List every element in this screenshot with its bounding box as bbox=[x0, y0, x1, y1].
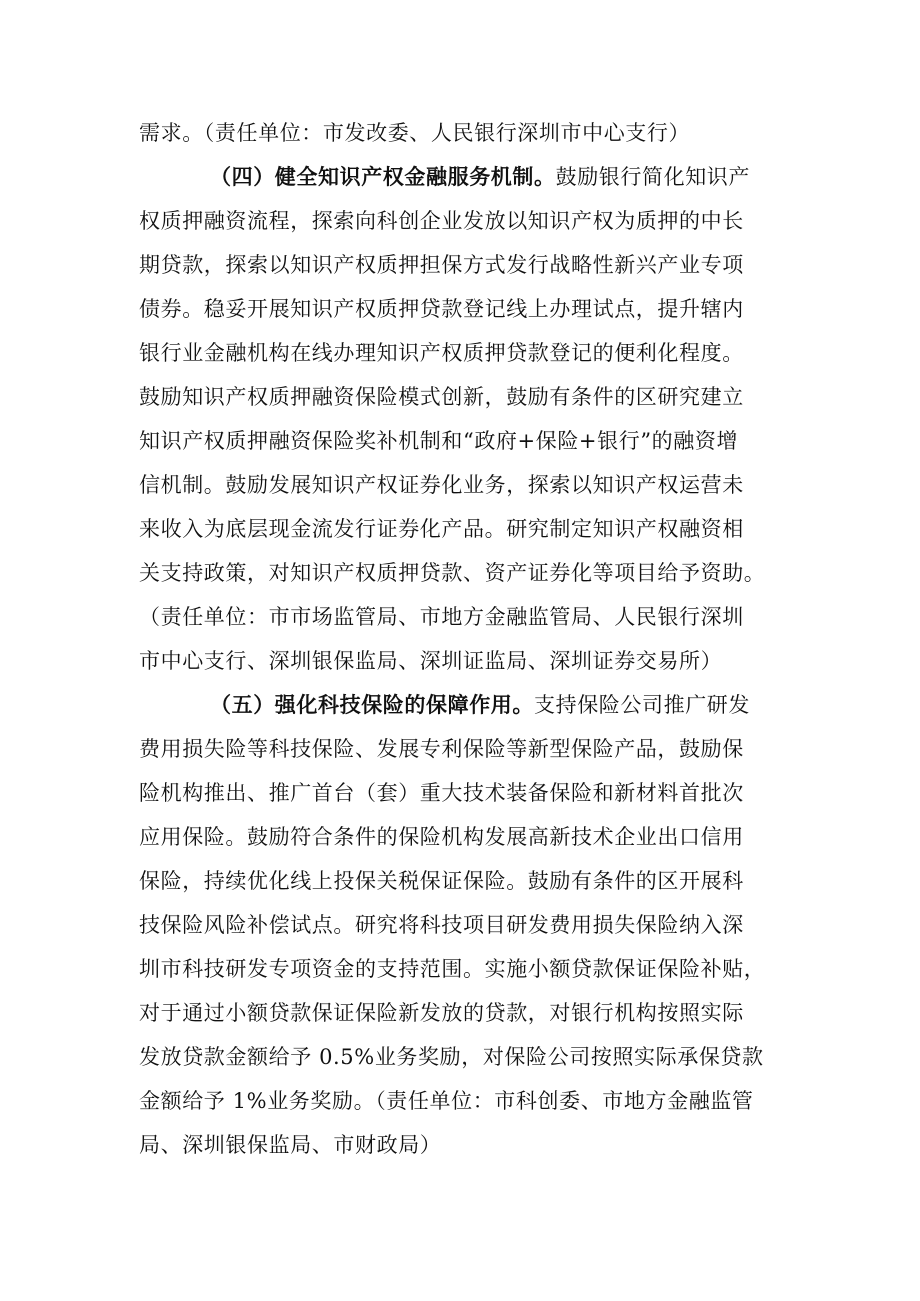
paragraph-line: 权质押融资流程，探索向科创企业发放以知识产权为质押的中长 bbox=[139, 209, 744, 233]
paragraph-line: 圳市科技研发专项资金的支持范围。实施小额贷款保证保险补贴， bbox=[139, 957, 766, 981]
paragraph-line: 技保险风险补偿试点。研究将科技项目研发费用损失保险纳入深 bbox=[139, 913, 744, 937]
section-4-line bbox=[210, 162, 870, 192]
paragraph-line: 期贷款，探索以知识产权质押担保方式发行战略性新兴产业专项 bbox=[139, 253, 744, 277]
paragraph-line: 险机构推出、推广首台（套）重大技术装备保险和新材料首批次 bbox=[139, 781, 744, 805]
paragraph-line: 信机制。鼓励发展知识产权证券化业务，探索以知识产权运营未 bbox=[139, 473, 744, 497]
paragraph-line: 保险，持续优化线上投保关税保证保险。鼓励有条件的区开展科 bbox=[139, 869, 744, 893]
paragraph-line: 银行业金融机构在线办理知识产权质押贷款登记的便利化程度。 bbox=[139, 341, 744, 365]
section-4-text: 鼓励银行简化知识产 bbox=[555, 165, 751, 189]
paragraph-line: 发放贷款金额给予 0.5%业务奖励，对保险公司按照实际承保贷款 bbox=[139, 1045, 764, 1069]
paragraph-line: 来收入为底层现金流发行证券化产品。研究制定知识产权融资相 bbox=[139, 517, 744, 541]
paragraph-line: 金额给予 1%业务奖励。（责任单位：市科创委、市地方金融监管 bbox=[139, 1089, 754, 1113]
paragraph-line: 知识产权质押融资保险奖补机制和“政府+保险+银行”的融资增 bbox=[139, 429, 739, 453]
paragraph-line: 对于通过小额贷款保证保险新发放的贷款，对银行机构按照实际 bbox=[139, 1001, 744, 1025]
paragraph-line: 应用保险。鼓励符合条件的保险机构发展高新技术企业出口信用 bbox=[139, 825, 744, 849]
paragraph-line: 市中心支行、深圳银保监局、深圳证监局、深圳证券交易所） bbox=[139, 649, 723, 673]
paragraph-line: 鼓励知识产权质押融资保险模式创新，鼓励有条件的区研究建立 bbox=[139, 385, 744, 409]
section-4-heading: （四）健全知识产权金融服务机制。 bbox=[210, 164, 556, 189]
section-5-text: 支持保险公司推广研发 bbox=[534, 693, 750, 717]
paragraph-line: 费用损失险等科技保险、发展专利保险等新型保险产品，鼓励保 bbox=[139, 737, 744, 761]
paragraph-line: 关支持政策，对知识产权质押贷款、资产证券化等项目给予资助。 bbox=[139, 561, 766, 585]
paragraph-line: （责任单位：市市场监管局、市地方金融监管局、人民银行深圳 bbox=[139, 605, 744, 629]
paragraph-line: 债券。稳妥开展知识产权质押贷款登记线上办理试点，提升辖内 bbox=[139, 297, 744, 321]
section-5-line bbox=[210, 690, 870, 720]
paragraph-line: 局、深圳银保监局、市财政局） bbox=[139, 1133, 442, 1157]
section-5-heading: （五）强化科技保险的保障作用。 bbox=[210, 692, 534, 717]
paragraph-line: 需求。（责任单位：市发改委、人民银行深圳市中心支行） bbox=[139, 121, 691, 145]
